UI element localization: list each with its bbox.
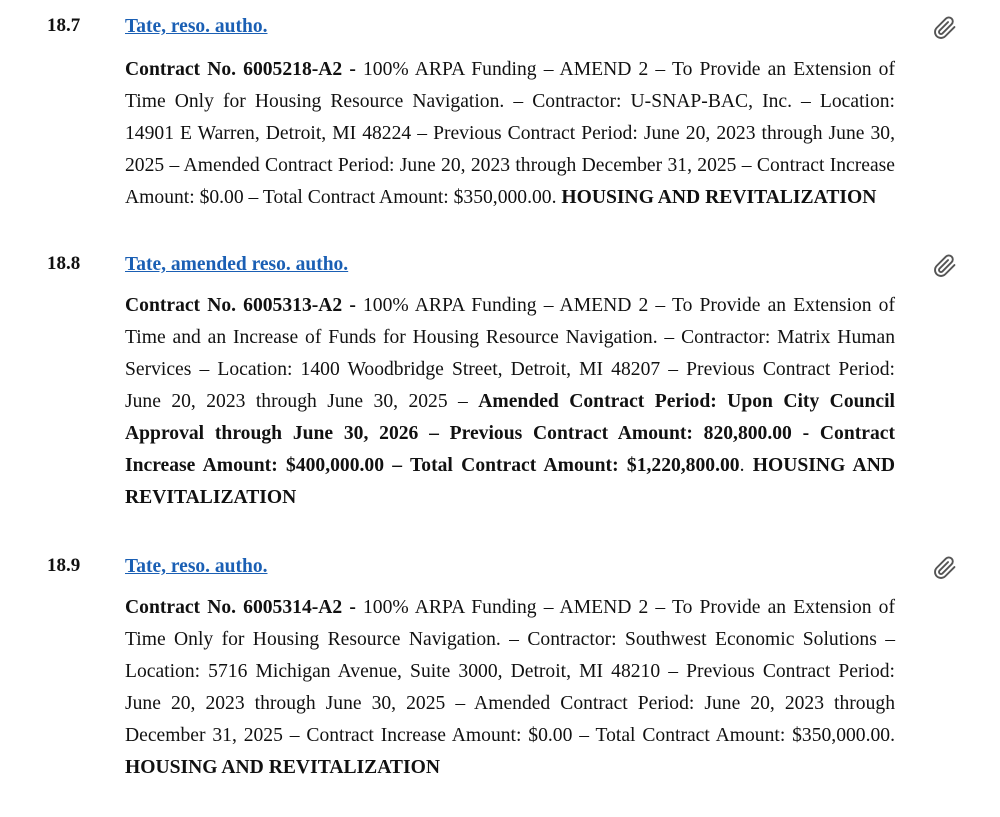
agenda-item-18-7 [47, 0, 947, 214]
agenda-item-18-8 [47, 242, 947, 514]
paperclip-icon[interactable] [933, 254, 957, 278]
item-sponsor-link[interactable]: Tate, reso. autho. [125, 16, 268, 37]
item-description [125, 54, 895, 214]
paperclip-icon[interactable] [933, 556, 957, 580]
description-text: 100% ARPA Funding – AMEND 2 – To Provide an Extension of Time and an Increase of Funds for Housing Resource Navigation. – Contractor: Matrix Human Services – Location: 1400 Woodbridge Street, Detroit, MI 48207 – Previous Contract Period: June 20, 2023 through June 30, 2025 – [125, 295, 895, 412]
contract-number: Contract No. 6005313-A2 - [125, 295, 356, 316]
item-number: 18.8 [47, 253, 81, 274]
department-label: HOUSING AND REVITALIZATION [125, 757, 441, 778]
agenda-item-18-9 [47, 544, 947, 784]
department-label: HOUSING AND REVITALIZATION [561, 187, 877, 208]
agenda-item-header [47, 4, 947, 44]
paperclip-icon[interactable] [933, 16, 957, 40]
item-description [125, 290, 895, 514]
contract-number: Contract No. 6005314-A2 - [125, 597, 356, 618]
separator: . [739, 455, 753, 476]
description-text: 100% ARPA Funding – AMEND 2 – To Provide an Extension of Time Only for Housing Resource Navigation. – Contractor: Southwest Economic Solutions – Location: 5716 Michigan Avenue, Suite 3000, Detroit, MI 48210 – Previous Contract Period: June 20, 2023 through June 30, 2025 – Amended Contract Period: June 20, 2023 through December 31, 2025 – Contract Increase Amount: $0.00 – Total Contract Amount: $350,000.00. [125, 597, 895, 746]
item-sponsor-link[interactable]: Tate, amended reso. autho. [125, 254, 349, 275]
department-label: HOUSING AND REVITALIZATION [125, 455, 895, 508]
amended-terms: Amended Contract Period: Upon City Council Approval through June 30, 2026 – Previous Contract Amount: 820,800.00 - Contract Increase Amount: $400,000.00 – Total Contract Amount: $1,220,800.00 [125, 391, 895, 476]
agenda-item-header [47, 242, 947, 282]
contract-number: Contract No. 6005218-A2 - [125, 59, 356, 80]
agenda-item-header [47, 544, 947, 584]
item-description [125, 592, 895, 784]
description-text: 100% ARPA Funding – AMEND 2 – To Provide an Extension of Time Only for Housing Resource Navigation. – Contractor: U-SNAP-BAC, Inc. – Location: 14901 E Warren, Detroit, MI 48224 – Previous Contract Period: June 20, 2023 through June 30, 2025 – Amended Contract Period: June 20, 2023 through December 31, 2025 – Contract Increase Amount: $0.00 – Total Contract Amount: $350,000.00. [125, 59, 895, 208]
item-sponsor-link[interactable]: Tate, reso. autho. [125, 556, 268, 577]
item-number: 18.9 [47, 555, 81, 576]
item-number: 18.7 [47, 15, 81, 36]
